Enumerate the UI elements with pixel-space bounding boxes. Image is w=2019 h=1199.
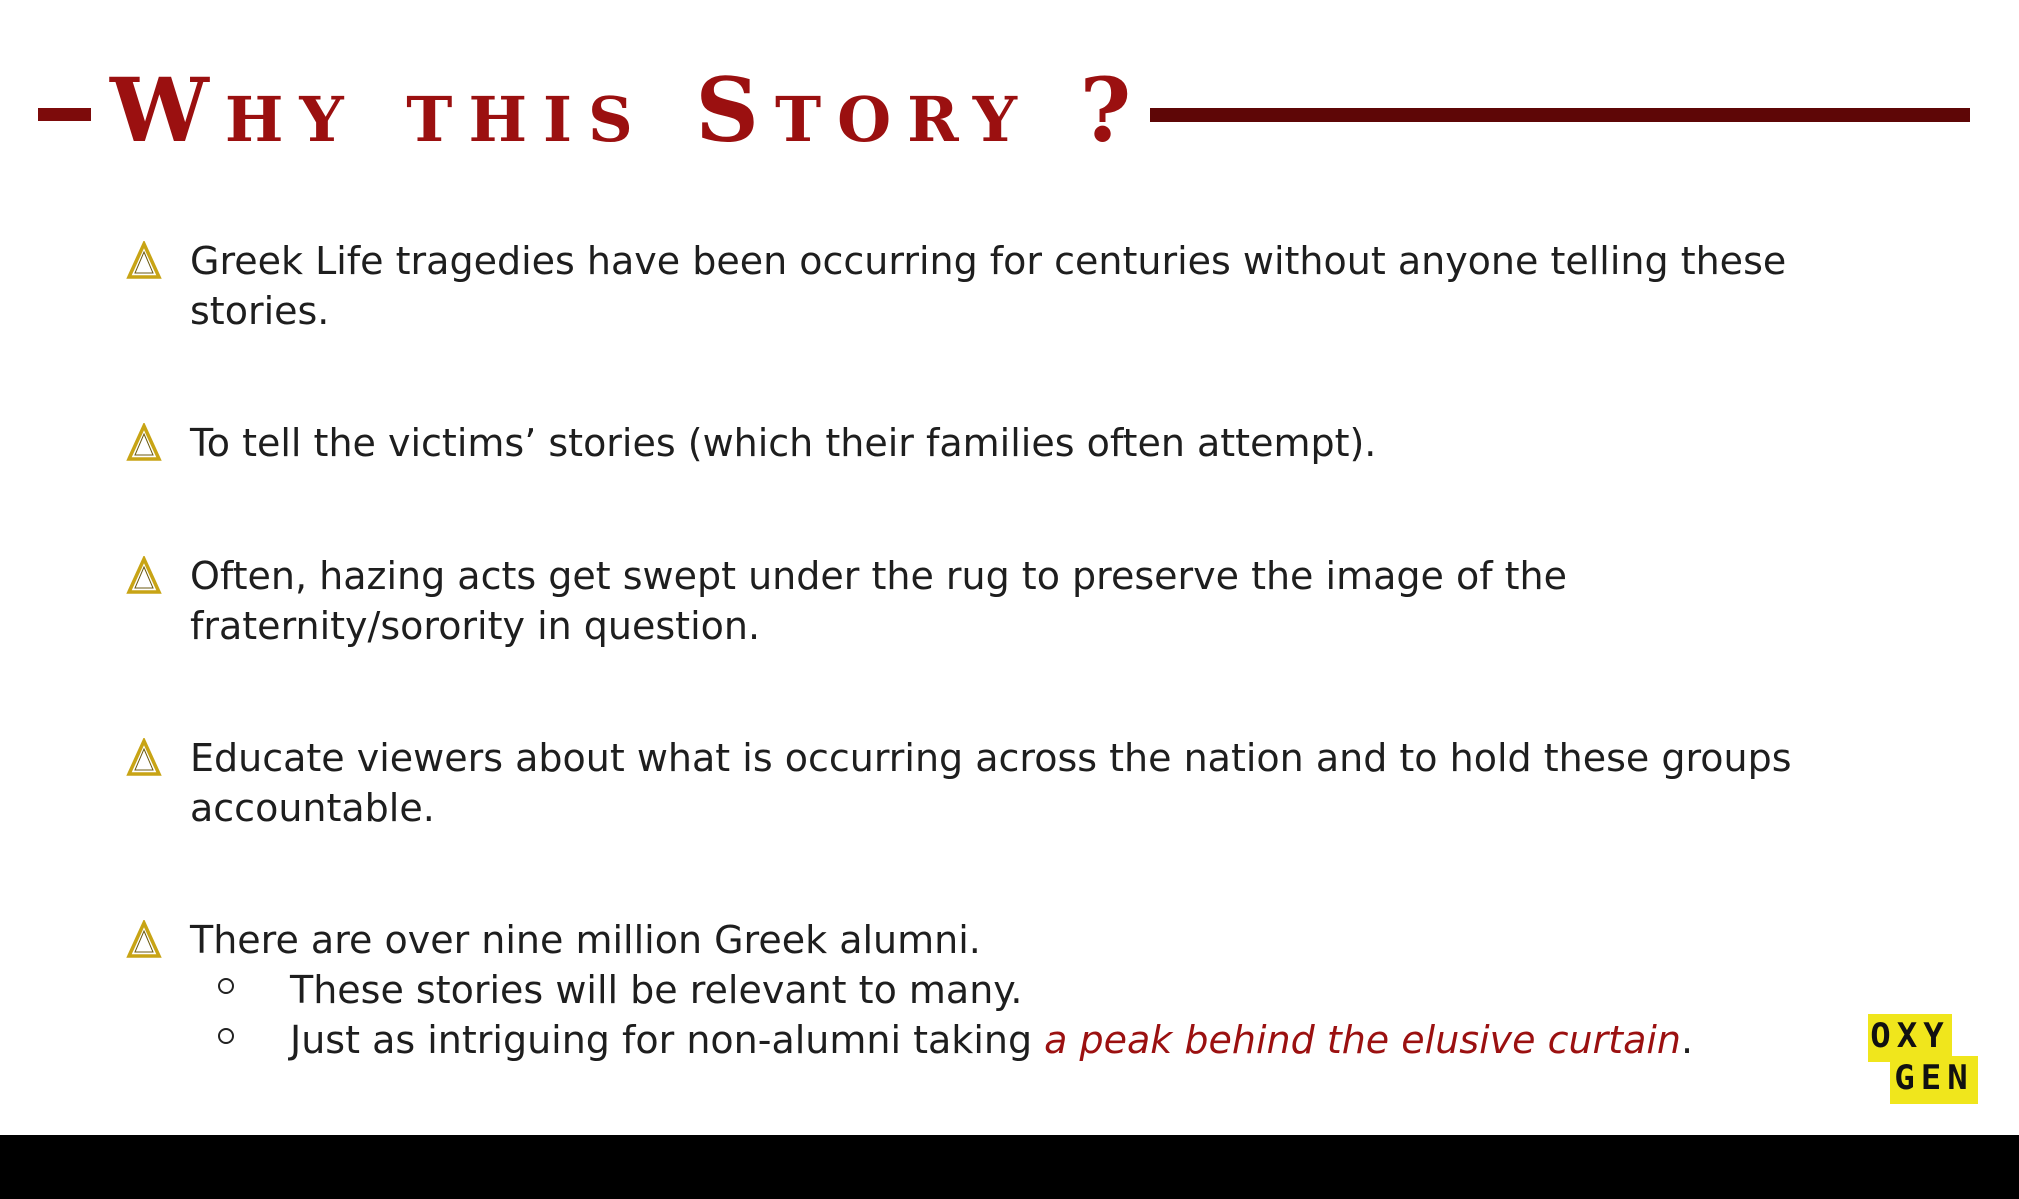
sub-bullet-item xyxy=(0,1015,1980,1065)
logo-line-1: OXY xyxy=(1868,1014,1952,1062)
bullet-text: Greek Life tragedies have been occurring for centuries without anyone telling these stories. xyxy=(190,239,1787,333)
circle-bullet-icon xyxy=(218,978,234,994)
bullet-text: Educate viewers about what is occurring across the nation and to hold these groups accountable. xyxy=(190,736,1792,830)
triangle-outline-icon xyxy=(126,738,162,778)
bottom-black-bar xyxy=(0,1135,2019,1199)
title-rule-right xyxy=(1150,108,1970,122)
circle-bullet-icon xyxy=(218,1028,234,1044)
title-rule-left xyxy=(38,108,91,121)
triangle-outline-icon xyxy=(126,556,162,596)
sub-bullet-text-end: . xyxy=(1681,1018,1694,1062)
sub-bullet-item xyxy=(0,965,1980,1015)
slide-title: Why this Story ? xyxy=(110,58,1148,162)
sub-bullet-text xyxy=(290,1015,1693,1065)
oxygen-logo xyxy=(1868,1014,1978,1104)
bullet-text: To tell the victims’ stories (which their families often attempt). xyxy=(190,421,1377,465)
sub-bullet-text: These stories will be relevant to many. xyxy=(290,968,1023,1012)
logo-line-2: GEN xyxy=(1890,1056,1978,1104)
bullet-text: Often, hazing acts get swept under the rug to preserve the image of the fraternity/sorority in question. xyxy=(190,554,1568,648)
sub-bullet-text-start: Just as intriguing for non-alumni taking xyxy=(290,1018,1045,1062)
triangle-outline-icon xyxy=(126,423,162,463)
triangle-outline-icon xyxy=(126,920,162,960)
bullet-text: There are over nine million Greek alumni. xyxy=(190,918,981,962)
emphasis-text: a peak behind the elusive curtain xyxy=(1044,1018,1682,1062)
triangle-outline-icon xyxy=(126,241,162,281)
